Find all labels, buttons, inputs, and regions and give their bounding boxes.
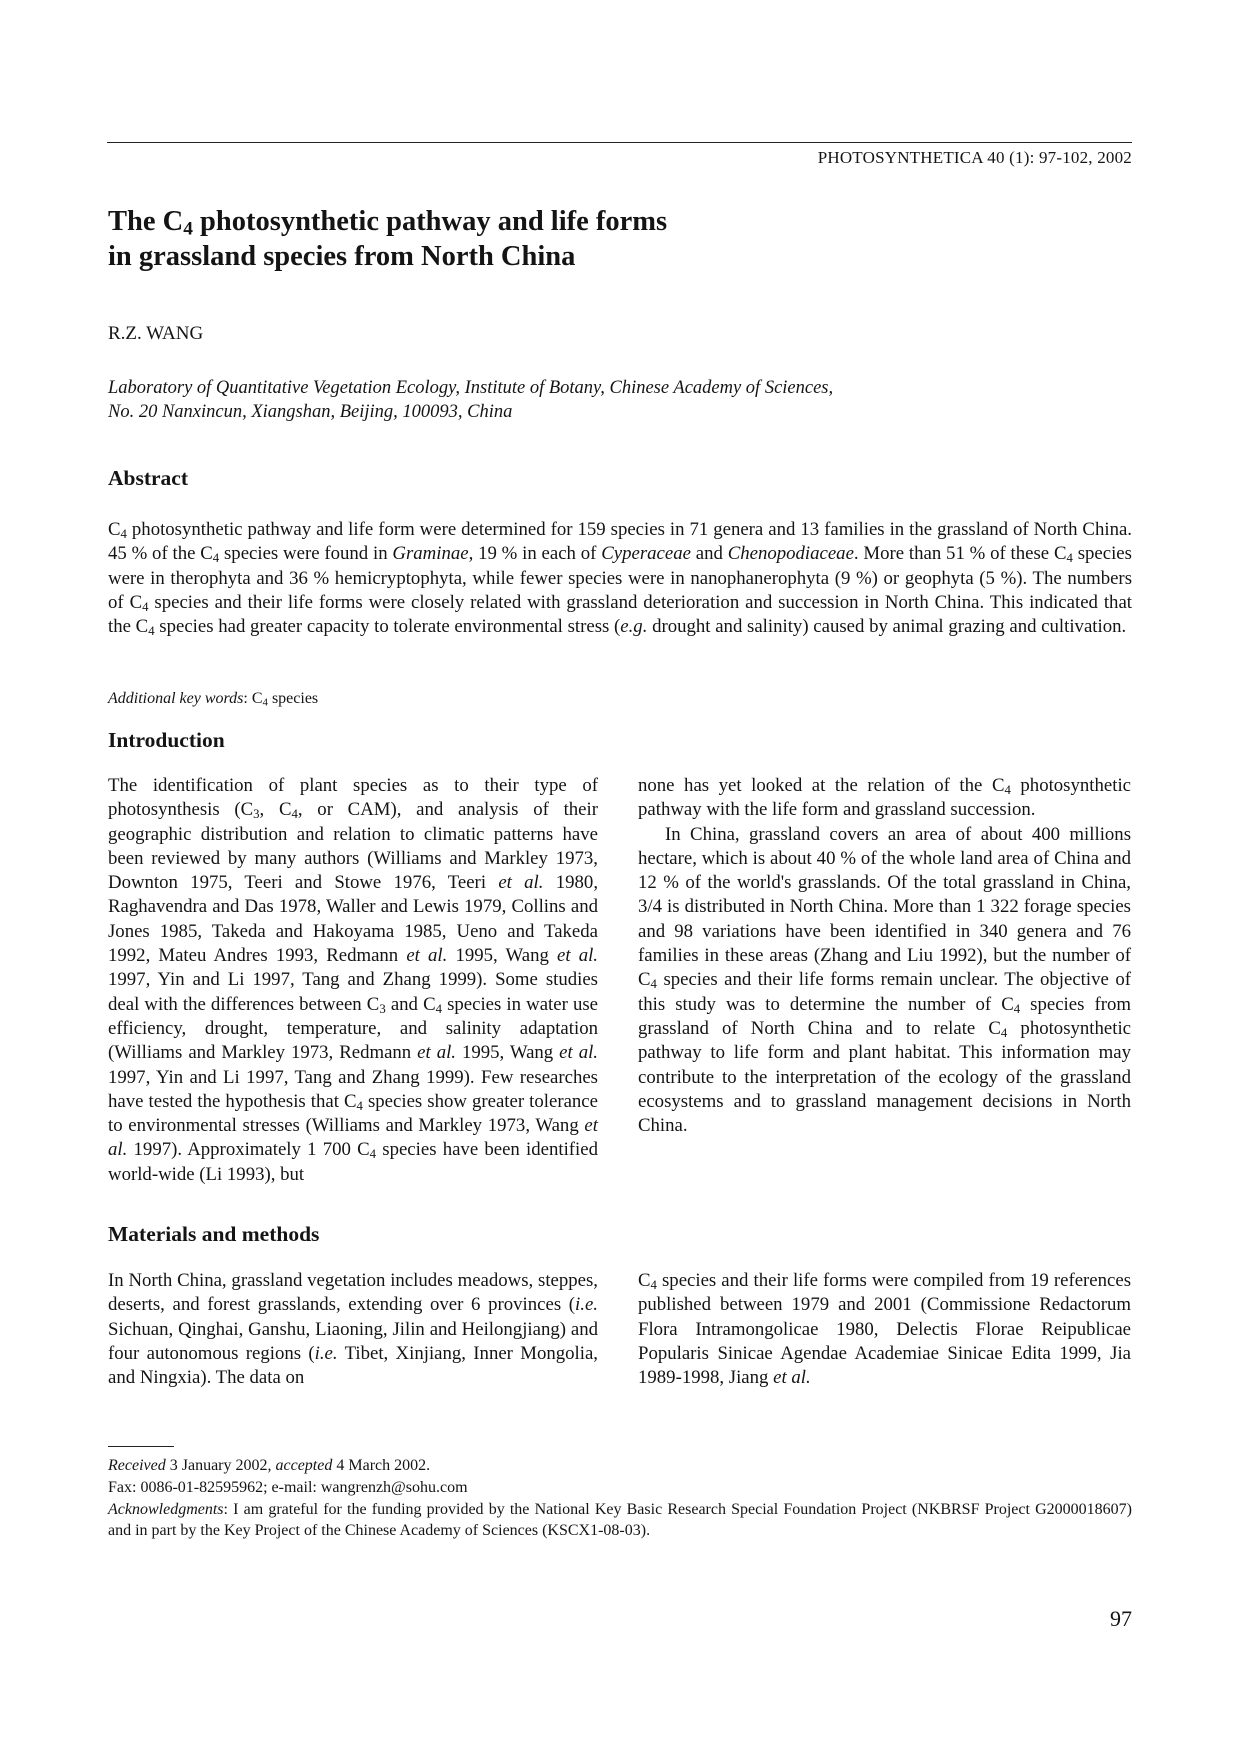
introduction-left-column: The identification of plant species as to their type of photosynthesis ($C_3$, $C_4$, or CAM), and analysis of their geographic distribution and relation to climatic patterns have been reviewed by many authors (Williams and Markley 1973, Downton 1975, Teeri and Stowe 1976, Teeri et al. 1980, Raghavendra and Das 1978, Waller and Lewis 1979, Collins and Jones 1985, Takeda and Hakoyama 1985, Ueno and Takeda 1992, Mateu Andres 1993, Redmann et al. 1995, Wang et al. 1997, Yin and Li 1997, Tang and Zhang 1999). Some studies deal with the differences between $C_3$ and $C_4$ species in water use efficiency, drought, temperature, and salinity adaptation (Williams and Markley 1973, Redmann et al. 1995, Wang et al. 1997, Yin and Li 1997, Tang and Zhang 1999). Few researches have tested the hypothesis that $C_4$ species show greater tolerance to environmental stresses (Williams and Markley 1973, Wang et al. 1997). Approximately 1 700 $C_4$ species have been identified world-wide (Li 1993), but — [108, 775, 599, 1185]
methods-right-column: $C_4$ species and their life forms were compiled from 19 references published between 1979 and 2001 (Commissione Redactorum Flora Intramongolicae 1980, Delectis Florae Reipublicae Popularis Sinicae Agendae Academiae Sinicae Edita 1999, Jia 1989-1998, Jiang et al. — [638, 1270, 1131, 1389]
abstract-heading: Abstract — [108, 466, 189, 490]
introduction-right-column: none has yet looked at the relation of the $C_4$ photosynthetic pathway with the life form and grassland succession. In China, grassland covers an area of about 400 millions hectare, which is about 40 % of the whole land area of China and 12 % of the world's grasslands. Of the total grassland in China, 3/4 is distributed in North China. More than 1 322 forage species and 98 variations have been identified in 340 genera and 76 families in these areas (Zhang and Liu 1992), but the number of $C_4$ species and their life forms remain unclear. The objective of this study was to determine the number of $C_4$ species from grassland of North China and to relate $C_4$ photosynthetic pathway to life form and plant habitat. This information may contribute to the interpretation of the ecology of the grassland ecosystems and to grassland management decisions in North China. — [638, 775, 1132, 1137]
footnote-rule — [108, 1446, 174, 1447]
methods-left-column: In North China, grassland vegetation includes meadows, steppes, deserts, and forest grasslands, extending over 6 provinces (i.e. Sichuan, Qinghai, Ganshu, Liaoning, Jilin and Heilongjiang) and four autonomous regions (i.e. Tibet, Xinjiang, Inner Mongolia, and Ningxia). The data on — [108, 1270, 598, 1389]
footnote-contact: Fax: 0086-01-82595962; e-mail: wangrenzh@sohu.com — [108, 1479, 468, 1496]
header-rule — [107, 142, 1132, 143]
title-line-1: The $C_4$ photosynthetic pathway and life forms — [108, 206, 668, 240]
page-number: 97 — [1110, 1606, 1132, 1631]
footnote-acknowledgments: Acknowledgments: I am grateful for the funding provided by the National Key Basic Research Special Foundation Project (NKBRSF Project G2000018607) and in part by the Key Project of the Chinese Academy of Sciences (KSCX1-08-03). — [108, 1501, 1132, 1539]
introduction-heading: Introduction — [108, 728, 225, 752]
abstract-text: $C_4$ photosynthetic pathway and life form were determined for 159 species in 71 genera and 13 families in the grassland of North China. 45 % of the $C_4$ species were found in Graminae, 19 % in each of Cyperaceae and Chenopodiaceae. More than 51 % of these $C_4$ species were in therophyta and 36 % hemicryptophyta, while fewer species were in nanophanerophyta (9 %) or geophyta (5 %). The numbers of $C_4$ species and their life forms were closely related with grassland deterioration and succession in North China. This indicated that the $C_4$ species had greater capacity to tolerate environmental stress (e.g. drought and salinity) caused by animal grazing and cultivation. — [108, 519, 1132, 638]
author-affiliation: Laboratory of Quantitative Vegetation Ecology, Institute of Botany, Chinese Academy of Sciences, No. 20 Nanxincun, Xiangshan, Beijing, 100093, China — [108, 378, 834, 422]
footnote-dates: Received 3 January 2002, accepted 4 March 2002. — [108, 1457, 431, 1474]
journal-citation: PHOTOSYNTHETICA 40 (1): 97-102, 2002 — [817, 148, 1132, 167]
title-line-2: in grassland species from North China — [108, 241, 576, 272]
methods-heading: Materials and methods — [108, 1222, 320, 1246]
article-title — [108, 204, 1008, 274]
author-name: R.Z. WANG — [108, 323, 204, 344]
keywords-line: Additional key words: $C_4$ species — [108, 690, 319, 709]
